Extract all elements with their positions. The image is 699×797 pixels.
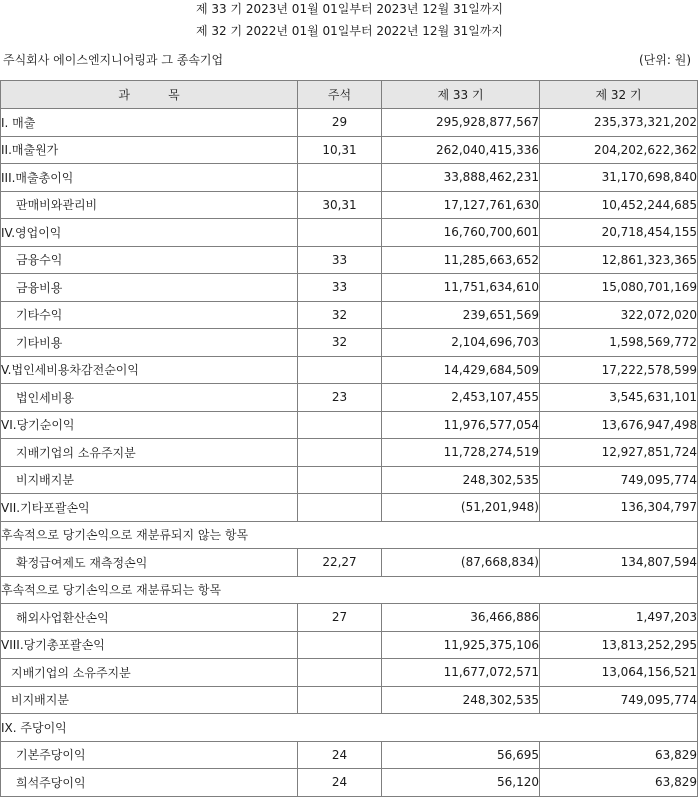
account-name: 법인세비용 <box>1 384 298 412</box>
prior-period-amount: 1,598,569,772 <box>540 329 698 357</box>
prior-period-amount: 12,927,851,724 <box>540 439 698 467</box>
account-name: III.매출총이익 <box>1 164 298 192</box>
current-period-amount: 11,751,634,610 <box>382 274 540 302</box>
current-period-amount: 11,285,663,652 <box>382 246 540 274</box>
table-body <box>1 109 698 797</box>
account-name: VI.당기순이익 <box>1 411 298 439</box>
section-label: 후속적으로 당기손익으로 재분류되는 항목 <box>1 576 698 604</box>
prior-period-amount: 17,222,578,599 <box>540 356 698 384</box>
prior-period-amount: 13,676,947,498 <box>540 411 698 439</box>
col-header-prior: 제 32 기 <box>540 81 698 109</box>
note-ref <box>298 686 382 714</box>
table-row <box>1 604 698 632</box>
table-row <box>1 659 698 687</box>
note-ref <box>298 411 382 439</box>
current-period-amount: (51,201,948) <box>382 494 540 522</box>
current-period-amount: 56,120 <box>382 769 540 797</box>
prior-period-amount: 134,807,594 <box>540 549 698 577</box>
current-period-amount: 11,925,375,106 <box>382 631 540 659</box>
period-current: 제 33 기 2023년 01월 01일부터 2023년 12월 31일까지 <box>195 2 504 16</box>
table-row <box>1 439 698 467</box>
table-row <box>1 494 698 522</box>
note-ref <box>298 356 382 384</box>
current-period-amount: 14,429,684,509 <box>382 356 540 384</box>
note-ref <box>298 659 382 687</box>
account-name: 기본주당이익 <box>1 741 298 769</box>
account-name: II.매출원가 <box>1 136 298 164</box>
account-name: 판매비와관리비 <box>1 191 298 219</box>
col-header-note: 주석 <box>298 81 382 109</box>
current-period-amount: 2,104,696,703 <box>382 329 540 357</box>
note-ref: 32 <box>298 301 382 329</box>
note-ref: 30,31 <box>298 191 382 219</box>
table-row <box>1 631 698 659</box>
table-row <box>1 576 698 604</box>
prior-period-amount: 749,095,774 <box>540 466 698 494</box>
note-ref <box>298 439 382 467</box>
note-ref: 24 <box>298 741 382 769</box>
note-ref <box>298 219 382 247</box>
table-row <box>1 219 698 247</box>
current-period-amount: (87,668,834) <box>382 549 540 577</box>
account-name: 기타비용 <box>1 329 298 357</box>
prior-period-amount: 749,095,774 <box>540 686 698 714</box>
prior-period-amount: 204,202,622,362 <box>540 136 698 164</box>
table-row <box>1 164 698 192</box>
current-period-amount: 2,453,107,455 <box>382 384 540 412</box>
account-name: 희석주당이익 <box>1 769 298 797</box>
account-name: 금융비용 <box>1 274 298 302</box>
account-name: 지배기업의 소유주지분 <box>1 659 298 687</box>
current-period-amount: 56,695 <box>382 741 540 769</box>
income-statement-table <box>0 80 698 797</box>
account-name: 기타수익 <box>1 301 298 329</box>
note-ref: 23 <box>298 384 382 412</box>
table-row <box>1 329 698 357</box>
account-name: 해외사업환산손익 <box>1 604 298 632</box>
prior-period-amount: 10,452,244,685 <box>540 191 698 219</box>
prior-period-amount: 63,829 <box>540 741 698 769</box>
table-row <box>1 521 698 549</box>
note-ref: 29 <box>298 109 382 137</box>
company-name: 주식회사 에이스엔지니어링과 그 종속기업 <box>3 53 224 67</box>
note-ref: 22,27 <box>298 549 382 577</box>
table-row <box>1 191 698 219</box>
account-name: IV.영업이익 <box>1 219 298 247</box>
prior-period-amount: 31,170,698,840 <box>540 164 698 192</box>
table-row <box>1 109 698 137</box>
prior-period-amount: 12,861,323,365 <box>540 246 698 274</box>
prior-period-amount: 136,304,797 <box>540 494 698 522</box>
table-row <box>1 301 698 329</box>
current-period-amount: 239,651,569 <box>382 301 540 329</box>
prior-period-amount: 1,497,203 <box>540 604 698 632</box>
col-header-account: 과 목 <box>1 81 298 109</box>
table-row <box>1 466 698 494</box>
period-prior: 제 32 기 2022년 01월 01일부터 2022년 12월 31일까지 <box>195 24 504 38</box>
note-ref <box>298 494 382 522</box>
prior-period-amount: 13,064,156,521 <box>540 659 698 687</box>
account-name: VIII.당기총포괄손익 <box>1 631 298 659</box>
table-row <box>1 136 698 164</box>
account-name: 확정급여제도 재측정손익 <box>1 549 298 577</box>
section-label: 후속적으로 당기손익으로 재분류되지 않는 항목 <box>1 521 698 549</box>
prior-period-amount: 235,373,321,202 <box>540 109 698 137</box>
current-period-amount: 295,928,877,567 <box>382 109 540 137</box>
current-period-amount: 16,760,700,601 <box>382 219 540 247</box>
note-ref: 32 <box>298 329 382 357</box>
account-name: 비지배지분 <box>1 466 298 494</box>
current-period-amount: 11,677,072,571 <box>382 659 540 687</box>
table-row <box>1 246 698 274</box>
note-ref: 27 <box>298 604 382 632</box>
note-ref: 33 <box>298 246 382 274</box>
account-name: 지배기업의 소유주지분 <box>1 439 298 467</box>
current-period-amount: 36,466,886 <box>382 604 540 632</box>
note-ref <box>298 164 382 192</box>
table-row <box>1 549 698 577</box>
account-name: 비지배지분 <box>1 686 298 714</box>
prior-period-amount: 3,545,631,101 <box>540 384 698 412</box>
note-ref: 24 <box>298 769 382 797</box>
note-ref <box>298 631 382 659</box>
current-period-amount: 33,888,462,231 <box>382 164 540 192</box>
meta-row <box>0 48 699 72</box>
note-ref: 33 <box>298 274 382 302</box>
current-period-amount: 248,302,535 <box>382 466 540 494</box>
prior-period-amount: 15,080,701,169 <box>540 274 698 302</box>
current-period-amount: 11,728,274,519 <box>382 439 540 467</box>
prior-period-amount: 13,813,252,295 <box>540 631 698 659</box>
current-period-amount: 262,040,415,336 <box>382 136 540 164</box>
table-row <box>1 769 698 797</box>
table-row <box>1 686 698 714</box>
section-label: IX. 주당이익 <box>1 714 698 742</box>
account-name: VII.기타포괄손익 <box>1 494 298 522</box>
prior-period-amount: 322,072,020 <box>540 301 698 329</box>
table-row <box>1 714 698 742</box>
current-period-amount: 17,127,761,630 <box>382 191 540 219</box>
unit-label: (단위: 원) <box>639 53 691 67</box>
table-row <box>1 741 698 769</box>
note-ref: 10,31 <box>298 136 382 164</box>
account-name: I. 매출 <box>1 109 298 137</box>
col-header-current: 제 33 기 <box>382 81 540 109</box>
table-row <box>1 411 698 439</box>
current-period-amount: 248,302,535 <box>382 686 540 714</box>
prior-period-amount: 20,718,454,155 <box>540 219 698 247</box>
table-row <box>1 274 698 302</box>
table-header-row <box>1 81 698 109</box>
prior-period-amount: 63,829 <box>540 769 698 797</box>
account-name: V.법인세비용차감전순이익 <box>1 356 298 384</box>
current-period-amount: 11,976,577,054 <box>382 411 540 439</box>
note-ref <box>298 466 382 494</box>
table-row <box>1 356 698 384</box>
account-name: 금융수익 <box>1 246 298 274</box>
table-row <box>1 384 698 412</box>
